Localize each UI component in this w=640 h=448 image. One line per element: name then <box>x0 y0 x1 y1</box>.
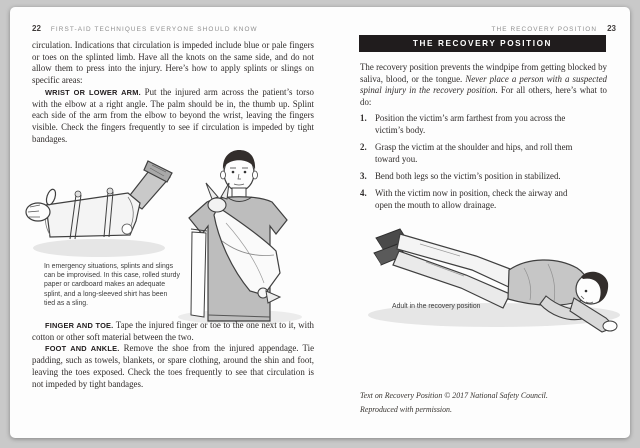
recovery-position-illustration <box>360 212 628 342</box>
left-page-header <box>32 18 258 36</box>
finger-paragraph-text: Tape the injured finger or toe to the one next to it, with cotton or other soft material between the two. <box>32 320 314 342</box>
splinted-arm-illustration <box>24 147 174 262</box>
step-number: 1. <box>360 113 367 123</box>
copyright-credit <box>360 389 610 416</box>
wrist-paragraph-text: Put the injured arm across the patient’s torso with the elbow at a right angle. The palm should be in, the thumb up. Splint each side of the arm from the elbow to beyond the wrist, leaving the fingers visible. Check the fingers frequently to see if circulation is impeded by tight bandages. <box>32 86 314 144</box>
right-page-number: 23 <box>607 24 616 33</box>
step-number: 3. <box>360 170 367 181</box>
recovery-intro-paragraph <box>360 62 607 109</box>
right-running-head: THE RECOVERY POSITION <box>491 26 598 33</box>
step-text: Grasp the victim at the shoulder and hips, and roll them toward you. <box>375 141 573 164</box>
book-spread <box>10 7 630 438</box>
credit-line-2: Reproduced with permission. <box>360 404 452 414</box>
intro-segment-2: For all others, here’s what to do: <box>360 85 607 108</box>
recovery-steps-list <box>360 113 598 217</box>
left-body-text-top <box>32 40 314 145</box>
step-text: With the victim now in position, check the airway and open the mouth to allow drainage. <box>375 188 568 210</box>
step-text: Position the victim’s arm farthest from you across the victim’s body. <box>375 113 566 135</box>
paragraph-foot-and-ankle <box>32 343 314 390</box>
paragraph-circulation: circulation. Indications that circulation is impeded include blue or pale fingers or toes on the splinted limb. Have all the knots on the same side, and do not allow them to press into the injury. Here’s how to apply splints or slings on specific areas: <box>32 40 314 86</box>
arm-sling-illustration <box>162 145 317 325</box>
left-running-head: FIRST-AID TECHNIQUES EVERYONE SHOULD KNOW <box>50 26 258 33</box>
list-item <box>360 142 598 165</box>
section-title-bar: THE RECOVERY POSITION <box>359 35 606 52</box>
finger-lead-in: FINGER AND TOE. <box>45 321 114 330</box>
intro-warning-italic: Never place a person with a suspected spinal injury in the recovery position. <box>360 73 607 96</box>
list-item <box>360 188 598 211</box>
paragraph-finger-and-toe <box>32 320 314 343</box>
left-body-text-bottom <box>32 320 314 390</box>
wrist-lead-in: WRIST OR LOWER ARM. <box>45 87 141 97</box>
list-item <box>360 171 598 183</box>
left-page-number: 22 <box>32 24 41 33</box>
step-number: 4. <box>360 188 367 199</box>
recovery-illustration-caption: Adult in the recovery position <box>392 303 481 310</box>
foot-paragraph-text: Remove the shoe from the injured appendage. Tie padding, such as towels, blankets, or spare clothing, around the shin and foot, leaving the toes exposed. Check the toes frequently to see that circulation is not impeded by tight bandages. <box>32 343 315 389</box>
intro-segment-1: The recovery position prevents the windpipe from getting blocked by saliva, blood, or the tongue. <box>360 62 607 84</box>
step-text: Bend both legs so the victim’s position in stabilized. <box>375 170 561 181</box>
list-item <box>360 113 598 136</box>
splint-illustration-caption: In emergency situations, splints and slings can be improvised. In this case, rolled sturdy paper or cardboard makes an adequate splint, and a long-sleeved shirt has been tied as a sling. <box>44 263 180 307</box>
paragraph-wrist-or-lower-arm <box>32 87 314 146</box>
foot-lead-in: FOOT AND ANKLE. <box>45 344 120 354</box>
recovery-intro-text <box>360 62 607 109</box>
credit-line-1: Text on Recovery Position © 2017 National Safety Council. <box>360 391 548 400</box>
right-page-header <box>491 18 616 36</box>
step-number: 2. <box>360 141 367 152</box>
